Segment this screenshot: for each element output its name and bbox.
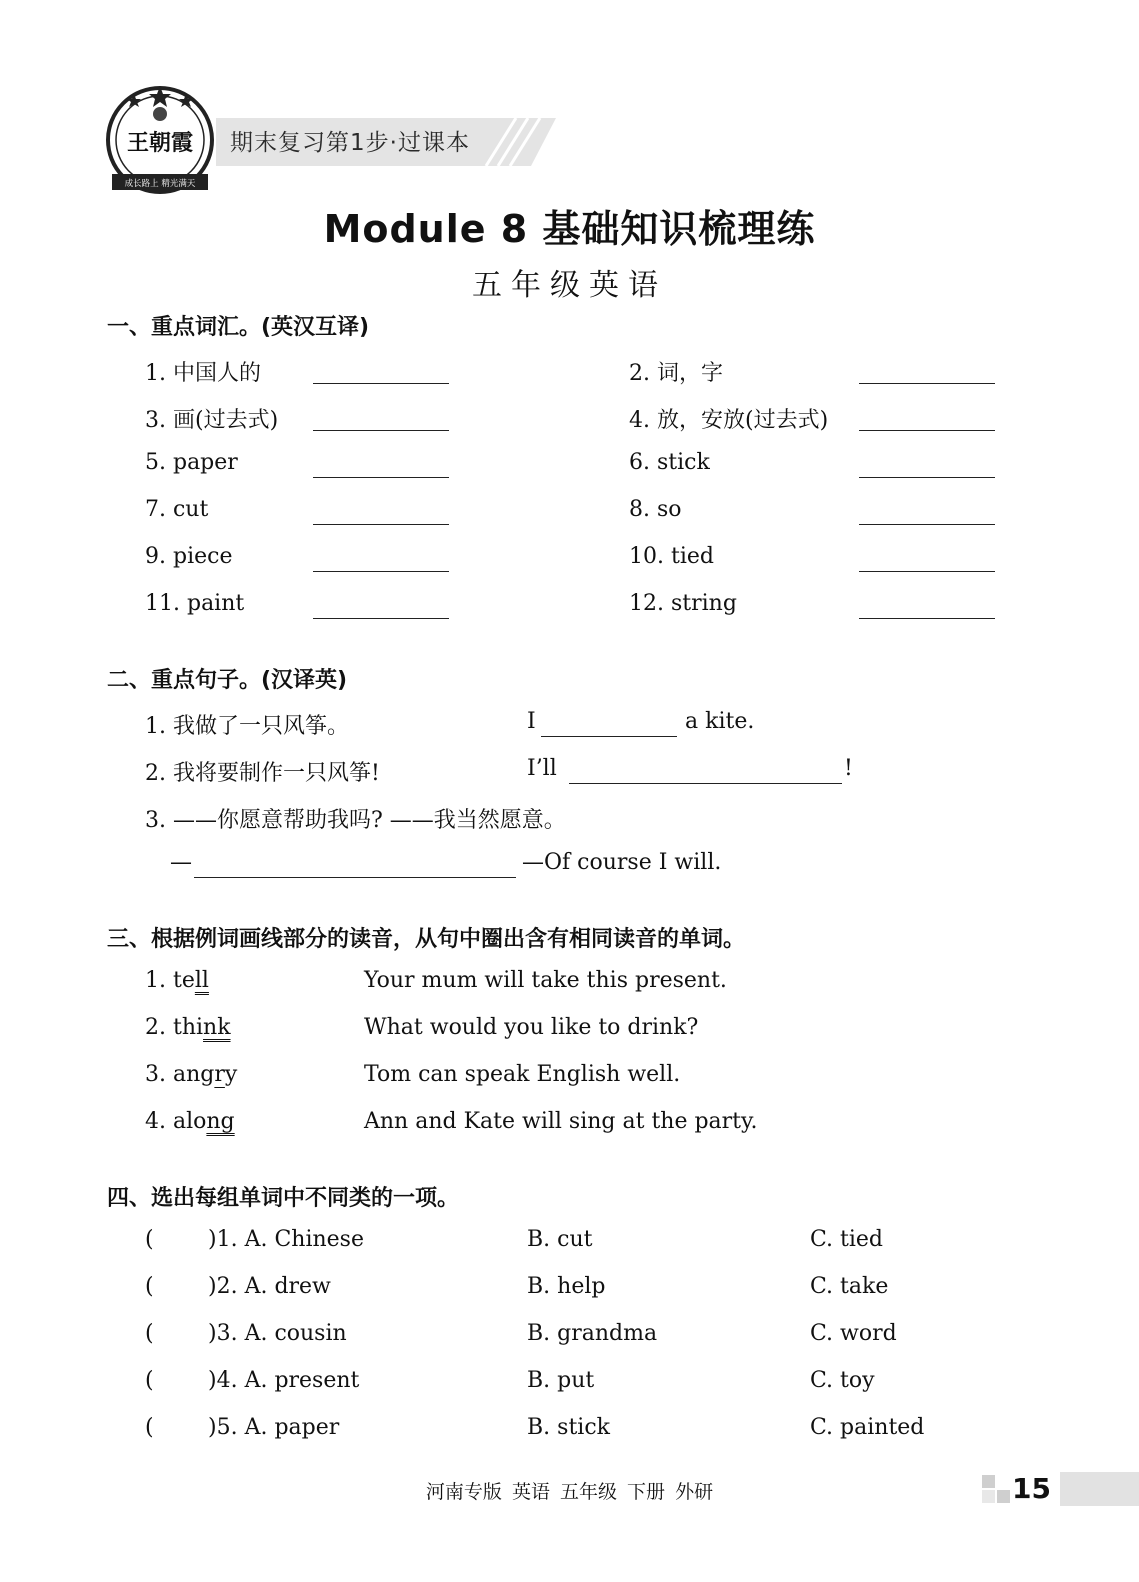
section4-heading: 四、选出每组单词中不同类的一项。 (107, 1186, 460, 1211)
logo-text: 王朝霞 (126, 130, 194, 156)
answer-blank[interactable] (859, 383, 995, 384)
sentence-cn: 1. 我做了一只风筝。 (145, 714, 349, 739)
phonics-sentence[interactable]: Tom can speak English well. (364, 1062, 681, 1087)
vocab-item: 4. 放，安放(过去式) (629, 408, 829, 433)
sentence-en-end: a kite. (685, 709, 755, 734)
choice-question: )4. A. present (208, 1368, 360, 1393)
banner-text: 期末复习第1步·过课本 (230, 130, 470, 156)
choice-option-b: B. put (527, 1368, 595, 1393)
logo-tagline: 成长路上 精光满天 (124, 179, 196, 189)
phonics-sentence[interactable]: What would you like to drink? (364, 1015, 699, 1040)
vocab-item: 3. 画(过去式) (145, 408, 279, 433)
answer-blank[interactable] (569, 783, 842, 784)
page-number-bar (1060, 1472, 1139, 1506)
sentence-cn: 3. ——你愿意帮助我吗? ——我当然愿意。 (145, 808, 566, 833)
example-word: 3. angry (145, 1062, 238, 1087)
page-number: 15 (1012, 1472, 1051, 1505)
phonics-sentence[interactable]: Ann and Kate will sing at the party. (364, 1109, 758, 1134)
vocab-item: 6. stick (629, 450, 710, 475)
footer-text: 河南专版 英语 五年级 下册 外研 (425, 1481, 714, 1503)
choice-question: )3. A. cousin (208, 1321, 347, 1346)
example-word: 4. along (145, 1109, 235, 1134)
choice-option-b: B. stick (527, 1415, 610, 1440)
answer-blank[interactable] (313, 571, 449, 572)
answer-paren[interactable]: ( (145, 1415, 154, 1440)
answer-blank[interactable] (194, 877, 516, 878)
sentence-en-start: I’ll (527, 756, 557, 781)
answer-blank[interactable] (313, 430, 449, 431)
answer-blank[interactable] (859, 477, 995, 478)
answer-paren[interactable]: ( (145, 1274, 154, 1299)
vocab-item: 1. 中国人的 (145, 361, 261, 386)
sentence-cn: 2. 我将要制作一只风筝! (145, 761, 380, 786)
choice-option-c: C. take (810, 1274, 889, 1299)
answer-paren[interactable]: ( (145, 1321, 154, 1346)
vocab-item: 8. so (629, 497, 682, 522)
answer-blank[interactable] (313, 383, 449, 384)
sentence-en-start: I (527, 709, 536, 734)
answer-paren[interactable]: ( (145, 1227, 154, 1252)
brand-logo-seal (104, 84, 216, 196)
vocab-item: 11. paint (145, 591, 245, 616)
answer-blank[interactable] (859, 618, 995, 619)
section3-heading: 三、根据例词画线部分的读音，从句中圈出含有相同读音的单词。 (107, 927, 746, 952)
choice-option-b: B. grandma (527, 1321, 658, 1346)
answer-paren[interactable]: ( (145, 1368, 154, 1393)
page-subtitle: 五年级英语 (472, 268, 667, 303)
choice-option-b: B. help (527, 1274, 606, 1299)
dialogue-dash: — (170, 850, 192, 875)
vocab-item: 10. tied (629, 544, 714, 569)
answer-blank[interactable] (541, 736, 677, 737)
answer-blank[interactable] (313, 524, 449, 525)
vocab-item: 9. piece (145, 544, 233, 569)
choice-question: )2. A. drew (208, 1274, 331, 1299)
answer-blank[interactable] (313, 618, 449, 619)
answer-blank[interactable] (313, 477, 449, 478)
example-word: 2. think (145, 1015, 231, 1040)
section2-heading: 二、重点句子。(汉译英) (107, 668, 348, 693)
example-word: 1. tell (145, 968, 209, 993)
answer-blank[interactable] (859, 571, 995, 572)
choice-question: )5. A. paper (208, 1415, 340, 1440)
vocab-item: 2. 词，字 (629, 361, 723, 386)
answer-blank[interactable] (859, 430, 995, 431)
choice-option-c: C. tied (810, 1227, 884, 1252)
vocab-item: 12. string (629, 591, 737, 616)
choice-question: )1. A. Chinese (208, 1227, 364, 1252)
vocab-item: 5. paper (145, 450, 238, 475)
vocab-item: 7. cut (145, 497, 209, 522)
choice-option-c: C. word (810, 1321, 897, 1346)
choice-option-c: C. toy (810, 1368, 875, 1393)
sentence-en-end: ! (844, 756, 853, 781)
phonics-sentence[interactable]: Your mum will take this present. (364, 968, 727, 993)
answer-blank[interactable] (859, 524, 995, 525)
page-title: Module 8 基础知识梳理练 (323, 207, 816, 251)
section1-heading: 一、重点词汇。(英汉互译) (107, 315, 370, 340)
choice-option-b: B. cut (527, 1227, 593, 1252)
choice-option-c: C. painted (810, 1415, 925, 1440)
dialogue-answer: —Of course I will. (522, 850, 722, 875)
page-corner-decoration (982, 1475, 1012, 1505)
